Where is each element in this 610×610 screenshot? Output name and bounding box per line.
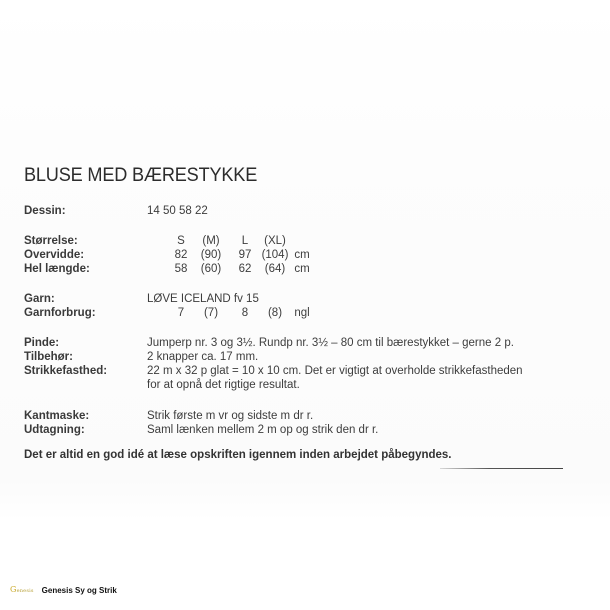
garnforbrug-unit: ngl — [294, 307, 310, 319]
strikkefasthed-line-2: for at opnå det rigtige resultat. — [147, 379, 300, 391]
hel-laengde-s: 58 — [174, 263, 188, 275]
strikkefasthed-label: Strikkefasthed: — [24, 365, 108, 377]
garn-label: Garn: — [24, 293, 55, 305]
pinde-label: Pinde: — [24, 337, 60, 349]
overvidde-unit: cm — [294, 249, 310, 261]
dessin-value: 14 50 58 22 — [147, 205, 208, 217]
overvidde-l: 97 — [238, 249, 252, 261]
garnforbrug-xl: (8) — [267, 307, 283, 319]
overvidde-label: Overvidde: — [24, 249, 85, 261]
tilbehor-label: Tilbehør: — [24, 351, 73, 363]
kantmaske-value: Strik første m vr og sidste m dr r. — [147, 410, 314, 422]
pattern-title: BLUSE MED BÆRESTYKKE — [24, 164, 258, 186]
hel-laengde-m: (60) — [200, 263, 222, 275]
size-xl: (XL) — [264, 235, 286, 247]
genesis-logo-icon: Genesis — [10, 585, 34, 594]
size-l: L — [241, 235, 249, 247]
overvidde-m: (90) — [200, 249, 222, 261]
size-label: Størrelse: — [24, 235, 78, 247]
garnforbrug-l: 8 — [241, 307, 249, 319]
garnforbrug-s: 7 — [177, 307, 185, 319]
size-s: S — [177, 235, 185, 247]
size-m: (M) — [202, 235, 220, 247]
overvidde-s: 82 — [174, 249, 188, 261]
dessin-label: Dessin: — [24, 205, 66, 217]
strikkefasthed-line-1: 22 m x 32 p glat = 10 x 10 cm. Det er vigtigt at overholde strikkefastheden — [147, 365, 523, 377]
overvidde-xl: (104) — [261, 249, 289, 261]
tilbehor-value: 2 knapper ca. 17 mm. — [147, 351, 259, 363]
brand-watermark — [10, 586, 117, 595]
reading-note: Det er altid en god idé at læse opskriften igennem inden arbejdet påbegyndes. — [24, 449, 452, 461]
kantmaske-label: Kantmaske: — [24, 410, 90, 422]
pinde-value: Jumperp nr. 3 og 3½. Rundp nr. 3½ – 80 cm til bærestykket – gerne 2 p. — [147, 337, 514, 349]
hel-laengde-unit: cm — [294, 263, 310, 275]
brand-name: Genesis Sy og Strik — [41, 586, 117, 595]
hel-laengde-l: 62 — [238, 263, 252, 275]
udtagning-label: Udtagning: — [24, 424, 85, 436]
divider-rule — [440, 468, 563, 469]
hel-laengde-label: Hel længde: — [24, 263, 90, 275]
udtagning-value: Saml lænken mellem 2 m op og strik den dr r. — [147, 424, 379, 436]
hel-laengde-xl: (64) — [264, 263, 286, 275]
garnforbrug-m: (7) — [203, 307, 219, 319]
garnforbrug-label: Garnforbrug: — [24, 307, 96, 319]
garn-value: LØVE ICELAND fv 15 — [147, 293, 259, 305]
